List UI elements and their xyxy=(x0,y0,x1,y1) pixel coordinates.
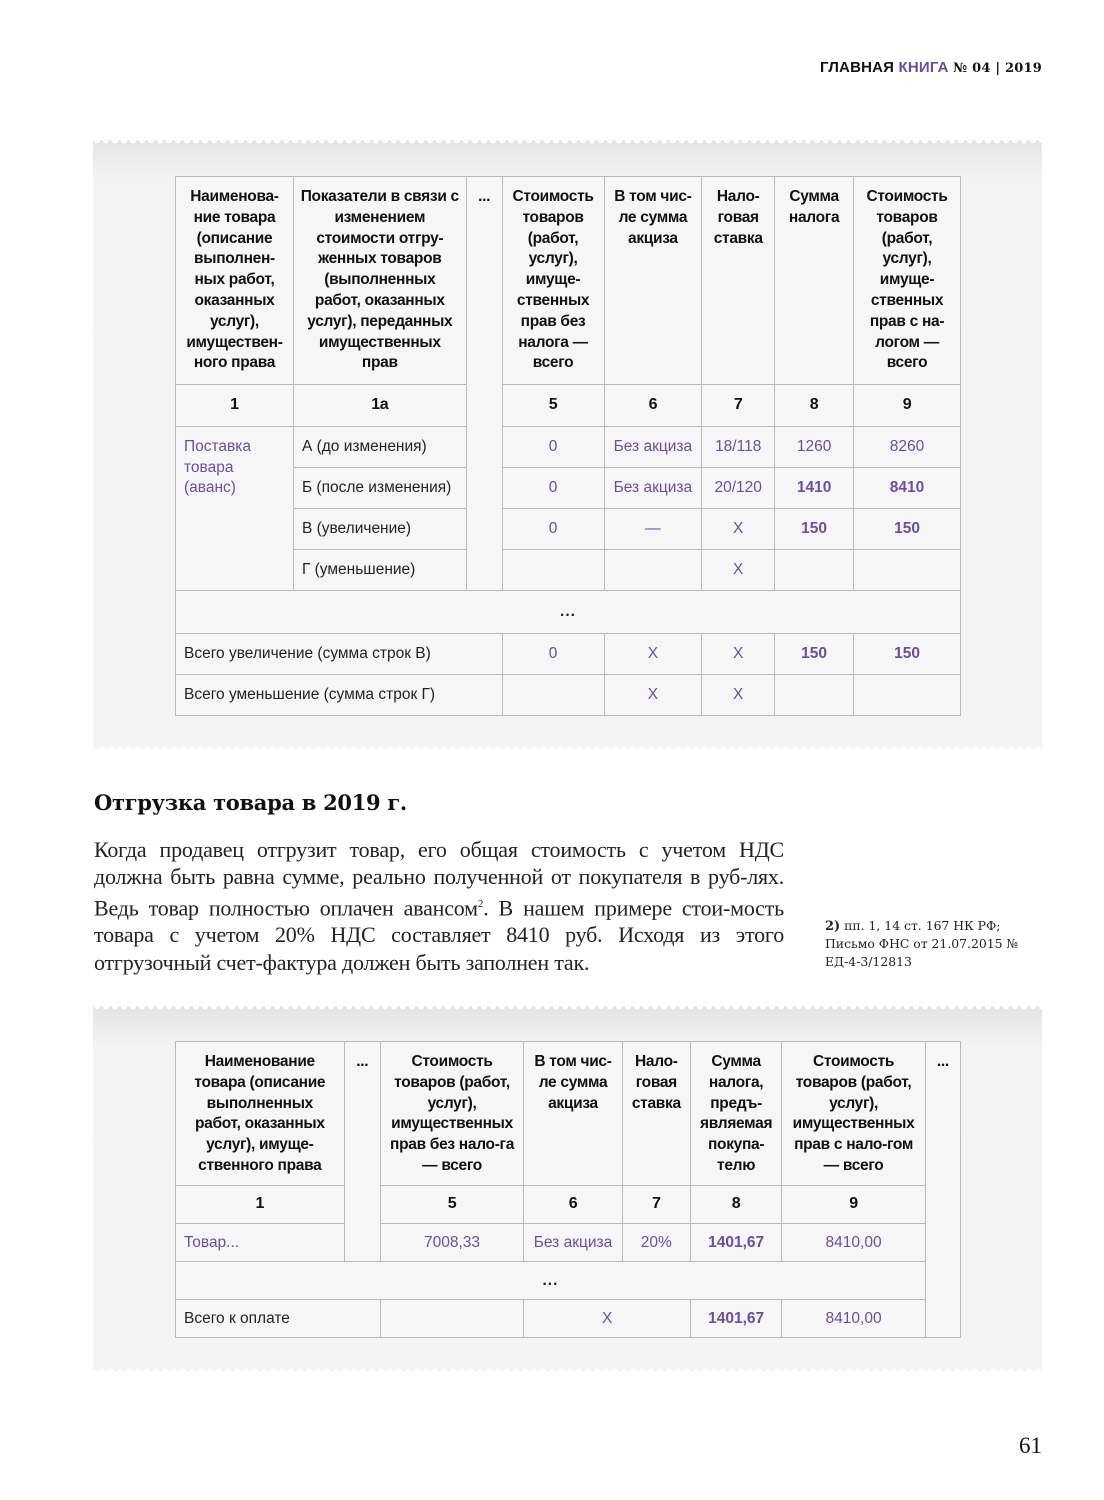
total-row xyxy=(176,675,961,716)
invoice-correction-table xyxy=(175,176,961,716)
masthead xyxy=(820,59,1042,76)
col-number: 9 xyxy=(782,1186,926,1224)
cell-c8: 150 xyxy=(775,509,854,550)
header-cell: Стоимость товаров (работ, услуг), имущественных прав с нало-гом — всего xyxy=(782,1042,926,1186)
cell-c9: 150 xyxy=(854,509,961,550)
col-number: 1 xyxy=(176,385,294,427)
row-label: Г (уменьшение) xyxy=(293,550,466,591)
header-cell: Стоимость товаров (работ, услуг), имущественных прав без нало-га — всего xyxy=(380,1042,524,1186)
cell-c5: 0 xyxy=(502,468,604,509)
header-cell-ellipsis: ... xyxy=(344,1042,380,1262)
footnote xyxy=(825,917,1045,970)
total-row xyxy=(176,1300,961,1338)
table-row xyxy=(176,550,961,591)
body-text-2: . В нашем примере стои-мость товара с учетом 20% НДС составляет 8410 руб. Исходя из этого отгрузочный счет-фактура должен быть заполнен так. xyxy=(94,894,784,975)
col-number: 6 xyxy=(524,1186,622,1224)
cell-c6: — xyxy=(604,509,702,550)
col-number: 6 xyxy=(604,385,702,427)
col-number: 1а xyxy=(293,385,466,427)
header-cell: Наименова-ние товара (описание выполнен-ных работ, оказанных услуг), имуществен-ного права xyxy=(176,177,294,385)
section-title: Отгрузка товара в 2019 г. xyxy=(94,790,407,815)
header-cell: Сумма налога, предъ-являемая покупа-телю xyxy=(690,1042,781,1186)
cell-c5: 0 xyxy=(502,634,604,675)
total-label: Всего к оплате xyxy=(176,1300,381,1338)
footnote-text: пп. 1, 14 ст. 167 НК РФ; Письмо ФНС от 21.07.2015 № ЕД-4-3/12813 xyxy=(825,918,1019,969)
row-label: А (до изменения) xyxy=(293,427,466,468)
column-number-row xyxy=(176,1186,961,1224)
ellipsis-row xyxy=(176,1262,961,1300)
header-cell: Наименование товара (описание выполненных работ, оказанных услуг), имуще-ственного права xyxy=(176,1042,345,1186)
cell-c9: 8410,00 xyxy=(782,1300,926,1338)
cell-c8: 1401,67 xyxy=(690,1224,781,1262)
col-number: 9 xyxy=(854,385,961,427)
cell-c8 xyxy=(775,675,854,716)
item-name: Товар... xyxy=(176,1224,345,1262)
total-label: Всего уменьшение (сумма строк Г) xyxy=(176,675,503,716)
table-row xyxy=(176,427,961,468)
header-cell: Показатели в связи с изменением стоимости отгру-женных товаров (выполненных работ, оказанных услуг), переданных имущественных прав xyxy=(293,177,466,385)
cell-c5: 0 xyxy=(502,509,604,550)
cell-c7: Х xyxy=(702,675,775,716)
cell-c9: 8410 xyxy=(854,468,961,509)
col-number: 7 xyxy=(702,385,775,427)
table-row xyxy=(176,509,961,550)
cell-c6: Без акциза xyxy=(604,427,702,468)
ellipsis-row xyxy=(176,591,961,634)
page-number: 61 xyxy=(1019,1433,1042,1458)
cell-c8: 1401,67 xyxy=(690,1300,781,1338)
cell-c8: 1410 xyxy=(775,468,854,509)
cell-c7: Х xyxy=(702,550,775,591)
cell-c8: 1260 xyxy=(775,427,854,468)
col-number: 1 xyxy=(176,1186,345,1224)
col-number: 5 xyxy=(380,1186,524,1224)
cell-c6 xyxy=(604,550,702,591)
table-row xyxy=(176,1224,961,1262)
footnote-marker: 2) xyxy=(825,919,841,934)
total-label: Всего увеличение (сумма строк В) xyxy=(176,634,503,675)
footnote-ref[interactable]: 2 xyxy=(477,897,484,910)
cell-c6: Х xyxy=(604,675,702,716)
header-cell: В том чис-ле сумма акциза xyxy=(524,1042,622,1186)
brand-accent: КНИГА xyxy=(898,59,949,76)
cell-c9: 8260 xyxy=(854,427,961,468)
header-cell: Нало-говая ставка xyxy=(702,177,775,385)
header-cell-ellipsis: ... xyxy=(925,1042,960,1338)
cell-c6: Х xyxy=(604,634,702,675)
header-cell: Нало-говая ставка xyxy=(622,1042,690,1186)
cell-c5: 7008,33 xyxy=(380,1224,524,1262)
header-row xyxy=(176,1042,961,1186)
item-name: Поставка товара (аванс) xyxy=(176,427,294,591)
cell-c7: 20/120 xyxy=(702,468,775,509)
header-cell: Стоимость товаров (работ, услуг), имуще-ственных прав с на-логом — всего xyxy=(854,177,961,385)
shipment-invoice-table xyxy=(175,1041,961,1338)
cell-c6: Без акциза xyxy=(524,1224,622,1262)
col-number: 7 xyxy=(622,1186,690,1224)
table-row xyxy=(176,468,961,509)
cell-c9: 150 xyxy=(854,634,961,675)
body-paragraph xyxy=(94,836,784,976)
header-cell-ellipsis: ... xyxy=(466,177,502,591)
cell-c7: Х xyxy=(702,509,775,550)
cell-c9 xyxy=(854,550,961,591)
ellipsis: ... xyxy=(176,1262,926,1300)
cell-c9: 8410,00 xyxy=(782,1224,926,1262)
issue-number: № 04 | 2019 xyxy=(953,61,1042,76)
col-number: 5 xyxy=(502,385,604,427)
cell-c6: Без акциза xyxy=(604,468,702,509)
cell-c5 xyxy=(380,1300,524,1338)
header-row xyxy=(176,177,961,385)
cell-c8: 150 xyxy=(775,634,854,675)
col-number: 8 xyxy=(775,385,854,427)
column-number-row xyxy=(176,385,961,427)
total-row xyxy=(176,634,961,675)
cell-c7: Х xyxy=(702,634,775,675)
cell-c7: 20% xyxy=(622,1224,690,1262)
cell-c5 xyxy=(502,675,604,716)
cell-c5: 0 xyxy=(502,427,604,468)
cell-c9 xyxy=(854,675,961,716)
cell-c7: 18/118 xyxy=(702,427,775,468)
row-label: В (увеличение) xyxy=(293,509,466,550)
cell-c5 xyxy=(502,550,604,591)
cell-c6-c7: Х xyxy=(524,1300,691,1338)
header-cell: Сумма налога xyxy=(775,177,854,385)
header-cell: В том чис-ле сумма акциза xyxy=(604,177,702,385)
ellipsis: ... xyxy=(176,591,961,634)
body-text-1: Когда продавец отгрузит товар, его общая стоимость с учетом НДС должна быть равна сумме, реально полученной от покупателя в руб-лях. Ведь товар полностью оплачен авансом xyxy=(94,837,784,920)
header-cell: Стоимость товаров (работ, услуг), имуще-ственных прав без налога — всего xyxy=(502,177,604,385)
col-number: 8 xyxy=(690,1186,781,1224)
cell-c8 xyxy=(775,550,854,591)
row-label: Б (после изменения) xyxy=(293,468,466,509)
brand-main: ГЛАВНАЯ xyxy=(819,59,895,76)
